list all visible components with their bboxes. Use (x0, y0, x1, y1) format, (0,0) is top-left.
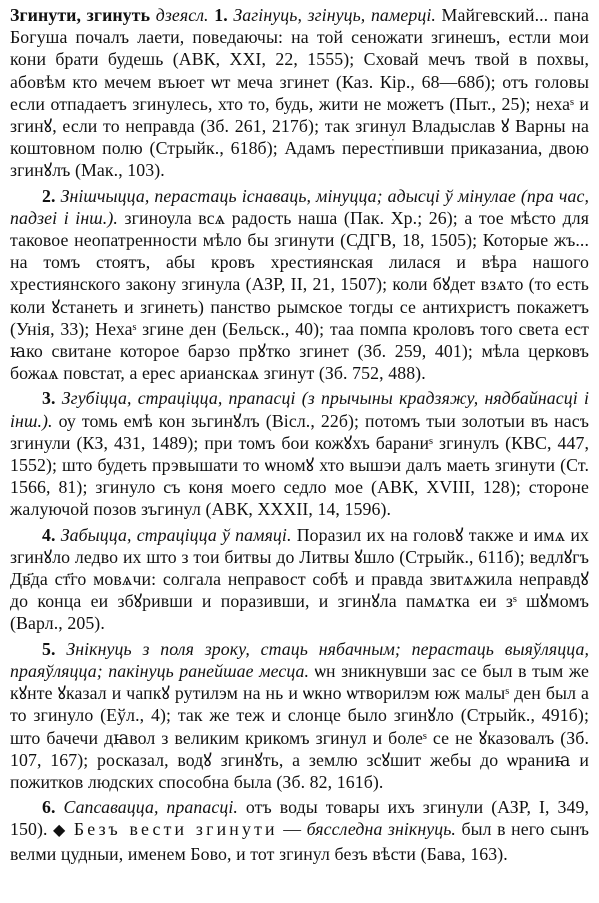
phrase-definition: бясследна знікнуць. (306, 819, 456, 840)
entry-sense-2 (10, 185, 589, 385)
sense-number: 4. (42, 524, 56, 545)
phrase-dash: — (283, 819, 302, 840)
entry-sense-6 (10, 796, 589, 865)
sense-definition: Знікнуць з поля зроку, стаць нябачным; перастаць выяўляцца, праяўляцца; пакінуць ранейшае месца. (10, 638, 589, 681)
sense-citations: згиноула всѧ радость наша (Пак. Хр.; 26); а тое мѣсто для таковое неопатренности мѣло бы згинути (СДГВ, 18, 1505); Которые жъ... на томъ стоятъ, абы кровъ хрестиянская лилася и вѣра нашого хрестиянского закону згинула (АЗР, II, 21, 1507); коли бꙋдет взѧто (то есть коли ꙋстанеть и згинеть) панство рымское тогды се антихристъ покажетъ (Унія, 33); Нехаˢ згине ден (Бельск., 40); таа помпа кроловъ того света ест ꙗко свитане которое барзо прꙋтко згинет (Зб. 259, 401); мѣла церковъ божаѧ повстат, а ерес арианскаѧ згинут (Зб. 752, 488). (10, 207, 590, 384)
diamond-icon: ◆ (53, 822, 67, 840)
headword: Згинути, згинуть (10, 5, 151, 25)
entry-sense-3 (10, 387, 589, 520)
sense-number: 5. (42, 638, 56, 659)
sense-citations: Майгевский... пана Богуша почалъ лаети, поведаючы: на той сеножати згинешъ, естли мои кони брати будешь (АВК, XXI, 22, 1555); Сховай мечъ твой в похвы, абовѣм кто мечем въюет ѡт меча згинет (Каз. Кір., 68—68б); отъ головы если отпадаетъ згинулесь, хто то, будь, жити не можетъ (Пыт., 25); нехаˢ и згинꙋ, если то неправда (Зб. 261, 217б); так згинул Владыслав ꙋ Варны на коштовном полю (Стрыйк., 618б); Адамъ перестׄпивши приказаниа, двою згинꙋлъ (Мак., 103). (10, 5, 590, 181)
sense-number: 2. (42, 185, 56, 206)
phrase-headword: Безъ вести згинути (73, 819, 278, 840)
sense-citations: оу томь емѣ кон зьгинꙋлъ (Вісл., 22б); потомъ тыи золотыи въ насъ згинули (КЗ, 431, 1489); при томъ бои кожꙋхъ бараниˢ згинулъ (КВС, 447, 1552); што будеть прэвышати то ѡномꙋ хто вышэи далъ маеть згинути (Ст. 1566, 81); згинуло съ коня моего седло мое (АВК, XVIII, 128); стороне жалуючой позов зъгинул (АВК, XXXII, 14, 1596). (10, 410, 590, 520)
sense-definition: Забыцца, страціцца ў памяці. (60, 524, 292, 545)
sense-number: 6. (42, 797, 56, 818)
sense-citations: Поразил их на головꙋ также и имѧ их згинꙋло ледво их што з тои битвы до Литвы ꙋшло (Стрыйк., 611б); ведлꙋгъ Дв҃да ст҃го мовѧчи: солгала неправост собѣ и правда звитѧжила неправдꙋ до конца еи збꙋривши и поразивши, и згинꙋла памѧтка еи зˢ шꙋмомъ (Варл., 205). (10, 524, 590, 634)
entry-sense-1 (10, 4, 589, 182)
sense-number: 1. (214, 5, 228, 25)
entry-sense-4 (10, 524, 589, 635)
sense-citations: отъ воды товары ихъ згинули (АЗР, I, 349, 150). (10, 797, 589, 840)
phrase-citation: был в него сынъ велми цудныи, именем Бово, и тот згинул безъ вѣсти (Бава, 163). (10, 819, 590, 864)
sense-definition: Згубіцца, страціцца, прапасці (з прычыны крадзяжу, нядбайнасці і інш.). (10, 388, 590, 431)
sense-definition: Знішчыцца, перастаць існаваць, мінуцца; адысці ў мінулае (пра час, падзеі і інш.). (10, 185, 590, 228)
sense-definition: Сапсавацца, прапасці. (63, 797, 238, 818)
sense-citations: ѡн зникнувши зас се был в тым же кꙋнте ꙋказал и чапкꙋ рутилэм на нь и ѡкно ѡтворилэм юж малыˢ ден был а то згинуло (Еўл., 4); так же теж и слонце было згинꙋло (Стрыйк., 491б); што бачечи дꙗвол з великим крикомъ згинул и болеˢ се не ꙋказовалъ (Зб. 107, 167); росказал, водꙋ згинꙋть, а землю зсꙋшит жебы до ѡраниꙗ и пожитков людских способна была (Зб. 82, 161б). (10, 660, 590, 792)
sense-definition: Загінуць, згінуць, памерці. (233, 5, 436, 25)
entry-sense-5 (10, 638, 589, 793)
part-of-speech: дзеясл. (155, 5, 209, 25)
sense-number: 3. (42, 388, 56, 409)
